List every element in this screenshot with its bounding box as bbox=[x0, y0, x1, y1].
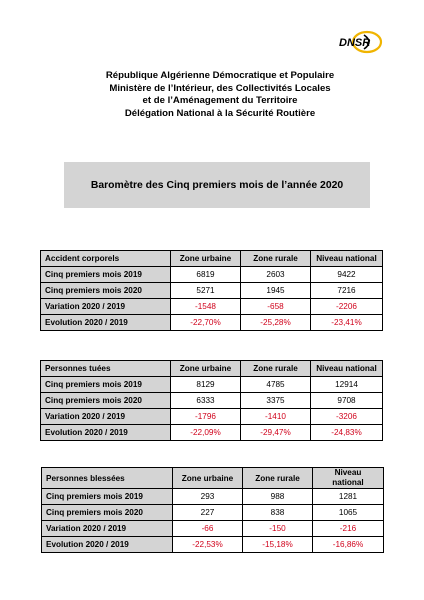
column-header: Niveau national bbox=[311, 251, 383, 267]
column-header: Niveau national bbox=[311, 361, 383, 377]
row-label: Evolution 2020 / 2019 bbox=[41, 425, 171, 441]
banner-title: Baromètre des Cinq premiers mois de l’année 2020 bbox=[90, 179, 344, 191]
header-line-3: et de l’Aménagement du Territoire bbox=[142, 95, 298, 106]
logo-text: DNSR bbox=[339, 37, 371, 49]
cell-value: 2603 bbox=[241, 267, 311, 283]
cell-value: 4785 bbox=[241, 377, 311, 393]
cell-value: -23,41% bbox=[311, 315, 383, 331]
cell-value: 988 bbox=[243, 489, 313, 505]
column-header: Zone rurale bbox=[241, 361, 311, 377]
cell-value: -658 bbox=[241, 299, 311, 315]
row-label: Evolution 2020 / 2019 bbox=[42, 537, 173, 553]
cell-value: 1281 bbox=[313, 489, 384, 505]
cell-value: -22,09% bbox=[171, 425, 241, 441]
table-header-row bbox=[41, 361, 383, 377]
row-label: Cinq premiers mois 2019 bbox=[41, 377, 171, 393]
cell-value: 9708 bbox=[311, 393, 383, 409]
title-banner bbox=[64, 162, 370, 208]
cell-value: 1945 bbox=[241, 283, 311, 299]
cell-value: 6819 bbox=[171, 267, 241, 283]
column-header: Zone urbaine bbox=[171, 251, 241, 267]
cell-value: -216 bbox=[313, 521, 384, 537]
table-row bbox=[42, 505, 384, 521]
cell-value: -24,83% bbox=[311, 425, 383, 441]
table-header-row bbox=[41, 251, 383, 267]
column-header: Zone rurale bbox=[243, 468, 313, 489]
table-row bbox=[41, 393, 383, 409]
row-label: Variation 2020 / 2019 bbox=[41, 409, 171, 425]
cell-value: 6333 bbox=[171, 393, 241, 409]
cell-value: -3206 bbox=[311, 409, 383, 425]
cell-value: -2206 bbox=[311, 299, 383, 315]
table-row bbox=[41, 299, 383, 315]
dnsr-logo bbox=[338, 30, 384, 54]
table-row bbox=[41, 267, 383, 283]
row-label: Cinq premiers mois 2020 bbox=[42, 505, 173, 521]
cell-value: -15,18% bbox=[243, 537, 313, 553]
row-label: Evolution 2020 / 2019 bbox=[41, 315, 171, 331]
table-title: Accident corporels bbox=[41, 251, 171, 267]
table-deaths bbox=[40, 360, 383, 441]
cell-value: 293 bbox=[173, 489, 243, 505]
cell-value: 3375 bbox=[241, 393, 311, 409]
table-accidents bbox=[40, 250, 383, 331]
table-row bbox=[41, 377, 383, 393]
cell-value: 1065 bbox=[313, 505, 384, 521]
table-row bbox=[42, 537, 384, 553]
column-header: Niveau national bbox=[313, 468, 384, 489]
cell-value: 227 bbox=[173, 505, 243, 521]
table-row bbox=[41, 315, 383, 331]
column-header: Zone rurale bbox=[241, 251, 311, 267]
cell-value: 838 bbox=[243, 505, 313, 521]
cell-value: -66 bbox=[173, 521, 243, 537]
table-header-row bbox=[42, 468, 384, 489]
table-row bbox=[42, 489, 384, 505]
table-row bbox=[41, 409, 383, 425]
row-label: Cinq premiers mois 2020 bbox=[41, 283, 171, 299]
row-label: Variation 2020 / 2019 bbox=[42, 521, 173, 537]
cell-value: -29,47% bbox=[241, 425, 311, 441]
cell-value: -1796 bbox=[171, 409, 241, 425]
row-label: Cinq premiers mois 2020 bbox=[41, 393, 171, 409]
row-label: Variation 2020 / 2019 bbox=[41, 299, 171, 315]
row-label: Cinq premiers mois 2019 bbox=[42, 489, 173, 505]
cell-value: 12914 bbox=[311, 377, 383, 393]
column-header: Zone urbaine bbox=[173, 468, 243, 489]
dnsr-logo-mark bbox=[338, 30, 384, 54]
table-row bbox=[41, 283, 383, 299]
table-row bbox=[41, 425, 383, 441]
header-line-2: Ministère de l’Intérieur, des Collectivités Locales bbox=[109, 82, 331, 94]
column-header: Zone urbaine bbox=[171, 361, 241, 377]
cell-value: -22,53% bbox=[173, 537, 243, 553]
cell-value: -22,70% bbox=[171, 315, 241, 331]
cell-value: -1410 bbox=[241, 409, 311, 425]
table-title: Personnes tuées bbox=[41, 361, 171, 377]
header-line-4: Délégation National à la Sécurité Routière bbox=[124, 107, 316, 119]
document-header bbox=[60, 70, 380, 120]
table-injured bbox=[41, 467, 384, 553]
cell-value: -1548 bbox=[171, 299, 241, 315]
cell-value: 7216 bbox=[311, 283, 383, 299]
cell-value: -150 bbox=[243, 521, 313, 537]
row-label: Cinq premiers mois 2019 bbox=[41, 267, 171, 283]
table-title: Personnes blessées bbox=[42, 468, 173, 489]
table-row bbox=[42, 521, 384, 537]
cell-value: 5271 bbox=[171, 283, 241, 299]
header-line-1: République Algérienne Démocratique et Populaire bbox=[105, 70, 335, 81]
cell-value: -25,28% bbox=[241, 315, 311, 331]
cell-value: 8129 bbox=[171, 377, 241, 393]
cell-value: 9422 bbox=[311, 267, 383, 283]
cell-value: -16,86% bbox=[313, 537, 384, 553]
